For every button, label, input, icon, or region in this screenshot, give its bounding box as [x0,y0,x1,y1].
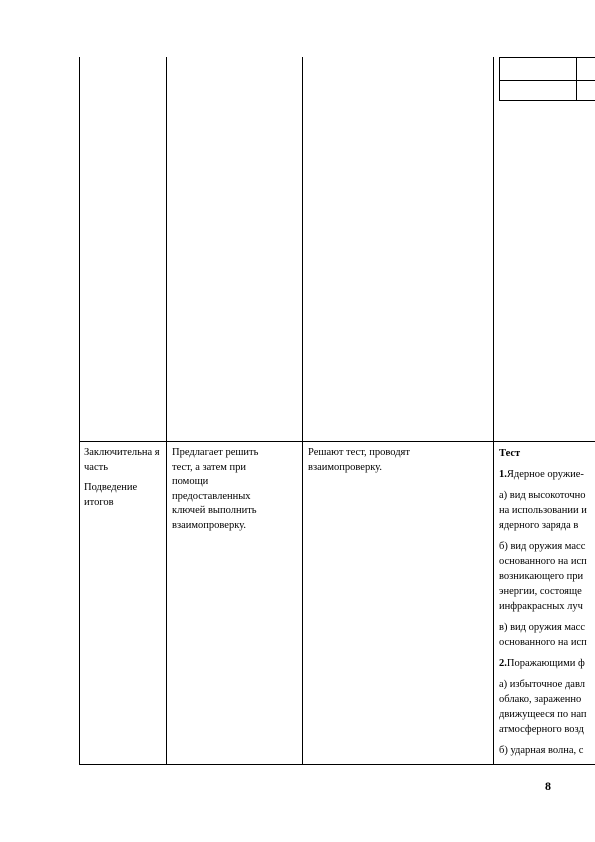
inner-table-bottom [499,100,595,101]
table-divider-3 [493,57,494,764]
table-border-bottom [79,764,595,765]
question-2-text: Поражающими ф [506,658,585,669]
table-divider-1 [166,57,167,764]
question-2 [499,656,595,671]
table-divider-2 [302,57,303,764]
student-activity-text: Решают тест, проводят взаимопроверку. [308,447,410,473]
stage-subtitle: Подведение итогов [84,482,138,508]
question-1 [499,467,595,482]
cell-stage [84,446,164,516]
inner-table-mid [499,80,595,81]
teacher-activity-text: Предлагает решить тест, а затем при помощи предоставленных ключей выполнить взаимопроверку. [172,447,259,531]
answer-1b: б) вид оружия масс основанного на исп возникающего при энергии, состояще инфракрасных луч [499,541,587,612]
inner-table-divider [576,57,577,101]
inner-table-top [499,57,595,58]
cell-student-activity [308,446,468,481]
question-1-text: Ядерное оружие- [506,469,584,480]
answer-1c: в) вид оружия масс основанного на исп [499,622,587,648]
answer-1a: а) вид высокоточно на использовании и ядерного заряда в [499,490,587,531]
table-border-left [79,57,80,764]
cell-test [499,446,595,764]
stage-name: Заключительна я часть [84,447,160,473]
row-divider [79,441,595,442]
test-title: Тест [499,448,521,459]
page-number: 8 [545,779,551,793]
inner-table-left [499,57,500,101]
question-2-number: 2. [499,658,507,669]
answer-2a: а) избыточное давл облако, зараженно движущееся по нап атмосферного возд [499,679,587,735]
answer-2b: б) ударная волна, с [499,745,584,756]
cell-teacher-activity [172,446,280,539]
question-1-number: 1. [499,469,507,480]
